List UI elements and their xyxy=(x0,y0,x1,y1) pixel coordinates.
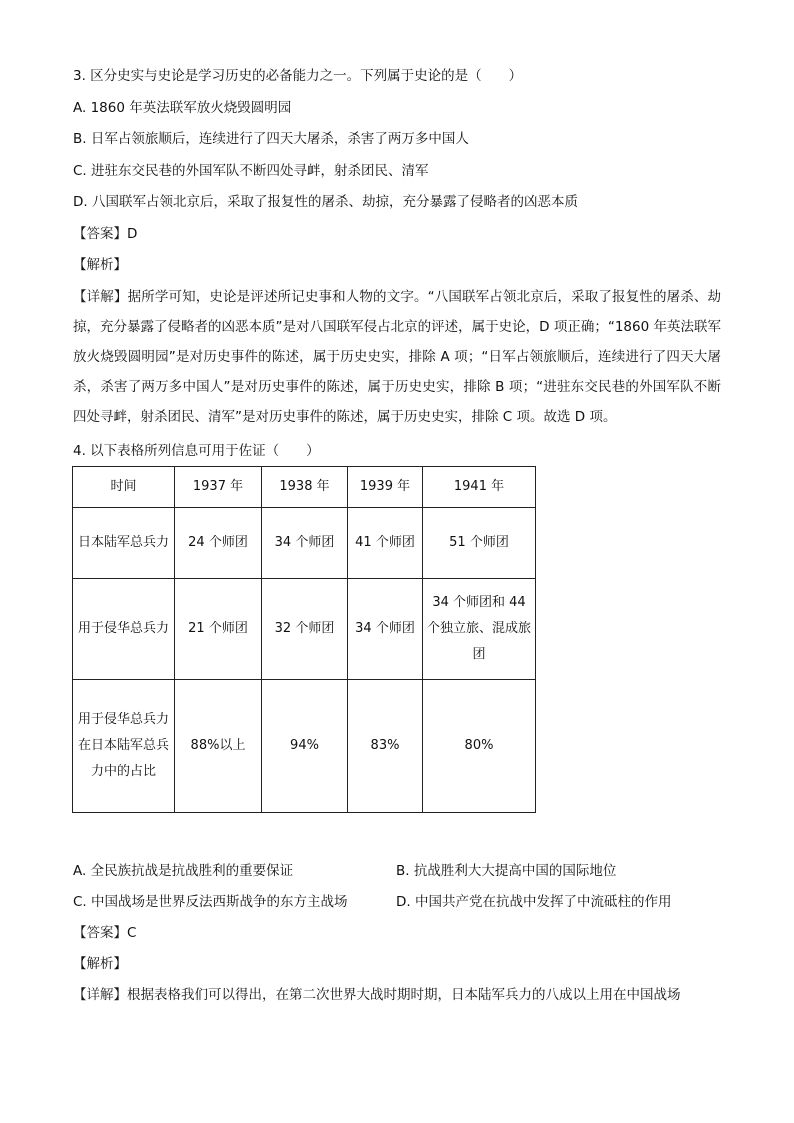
question-4-stem: 4. 以下表格所列信息可用于佐证（ ） xyxy=(73,443,320,459)
table-row xyxy=(73,508,536,579)
table-header-cell: 1937 年 xyxy=(175,467,262,508)
q3-detail xyxy=(73,282,721,432)
table-row xyxy=(73,680,536,813)
table-cell: 34 个师团 xyxy=(348,579,423,680)
table-header-cell: 1938 年 xyxy=(262,467,348,508)
answer-value: C xyxy=(127,925,137,941)
table-header-row xyxy=(73,467,536,508)
table-row xyxy=(73,579,536,680)
table-header-cell: 1941 年 xyxy=(423,467,536,508)
table-row-label: 用于侵华总兵力 xyxy=(73,579,175,680)
table-cell: 21 个师团 xyxy=(175,579,262,680)
answer-tag: 【答案】 xyxy=(73,925,127,941)
q3-analysis-tag: 【解析】 xyxy=(73,257,127,273)
detail-tag: 【详解】 xyxy=(73,289,128,305)
answer-value: D xyxy=(127,226,138,242)
table-cell: 41 个师团 xyxy=(348,508,423,579)
q3-option-d: D. 八国联军占领北京后，采取了报复性的屠杀、劫掠，充分暴露了侵略者的凶恶本质 xyxy=(73,194,578,210)
table-cell: 51 个师团 xyxy=(423,508,536,579)
detail-tag: 【详解】 xyxy=(73,987,127,1003)
table-cell: 32 个师团 xyxy=(262,579,348,680)
detail-text: 根据表格我们可以得出，在第二次世界大战时期时期，日本陆军兵力的八成以上用在中国战场 xyxy=(127,987,681,1003)
q3-option-a: A. 1860 年英法联军放火烧毁圆明园 xyxy=(73,100,292,116)
q4-answer xyxy=(73,923,136,943)
table-row-label: 用于侵华总兵力在日本陆军总兵力中的占比 xyxy=(73,680,175,813)
table-cell: 34 个师团和 44 个独立旅、混成旅团 xyxy=(423,579,536,680)
q4-option-d: D. 中国共产党在抗战中发挥了中流砥柱的作用 xyxy=(396,894,672,910)
table-cell: 80% xyxy=(423,680,536,813)
table-header-cell: 1939 年 xyxy=(348,467,423,508)
q3-option-c: C. 进驻东交民巷的外国军队不断四处寻衅，射杀团民、清军 xyxy=(73,163,429,179)
q3-option-b: B. 日军占领旅顺后，连续进行了四天大屠杀，杀害了两万多中国人 xyxy=(73,131,469,147)
table-cell: 83% xyxy=(348,680,423,813)
troop-table xyxy=(72,466,536,813)
q4-option-c: C. 中国战场是世界反法西斯战争的东方主战场 xyxy=(73,894,348,910)
q3-answer xyxy=(73,224,137,244)
table-cell: 24 个师团 xyxy=(175,508,262,579)
q4-detail xyxy=(73,985,681,1005)
table-cell: 34 个师团 xyxy=(262,508,348,579)
q4-option-a: A. 全民族抗战是抗战胜利的重要保证 xyxy=(73,863,294,879)
table-row-label: 日本陆军总兵力 xyxy=(73,508,175,579)
q4-option-b: B. 抗战胜利大大提高中国的国际地位 xyxy=(396,863,617,879)
detail-text: 据所学可知，史论是评述所记史事和人物的文字。“八国联军占领北京后，采取了报复性的屠杀、劫掠，充分暴露了侵略者的凶恶本质”是对八国联军侵占北京的评述，属于史论，D 项正确；“1860 年英法联军放火烧毁圆明园”是对历史事件的陈述，属于历史史实，排除 A 项；“日军占领旅顺后，连续进行了四天大屠杀，杀害了两万多中国人”是对历史事件的陈述，属于历史史实，排除 B 项；“进驻东交民巷的外国军队不断四处寻衅，射杀团民、清军”是对历史事件的陈述，属于历史史实，排除 C 项。故选 D 项。 xyxy=(73,289,722,425)
table-header-cell: 时间 xyxy=(73,467,175,508)
table-cell: 88%以上 xyxy=(175,680,262,813)
answer-tag: 【答案】 xyxy=(73,226,127,242)
q4-analysis-tag: 【解析】 xyxy=(73,956,127,972)
table-cell: 94% xyxy=(262,680,348,813)
question-3-stem: 3. 区分史实与史论是学习历史的必备能力之一。下列属于史论的是（ ） xyxy=(73,68,523,84)
